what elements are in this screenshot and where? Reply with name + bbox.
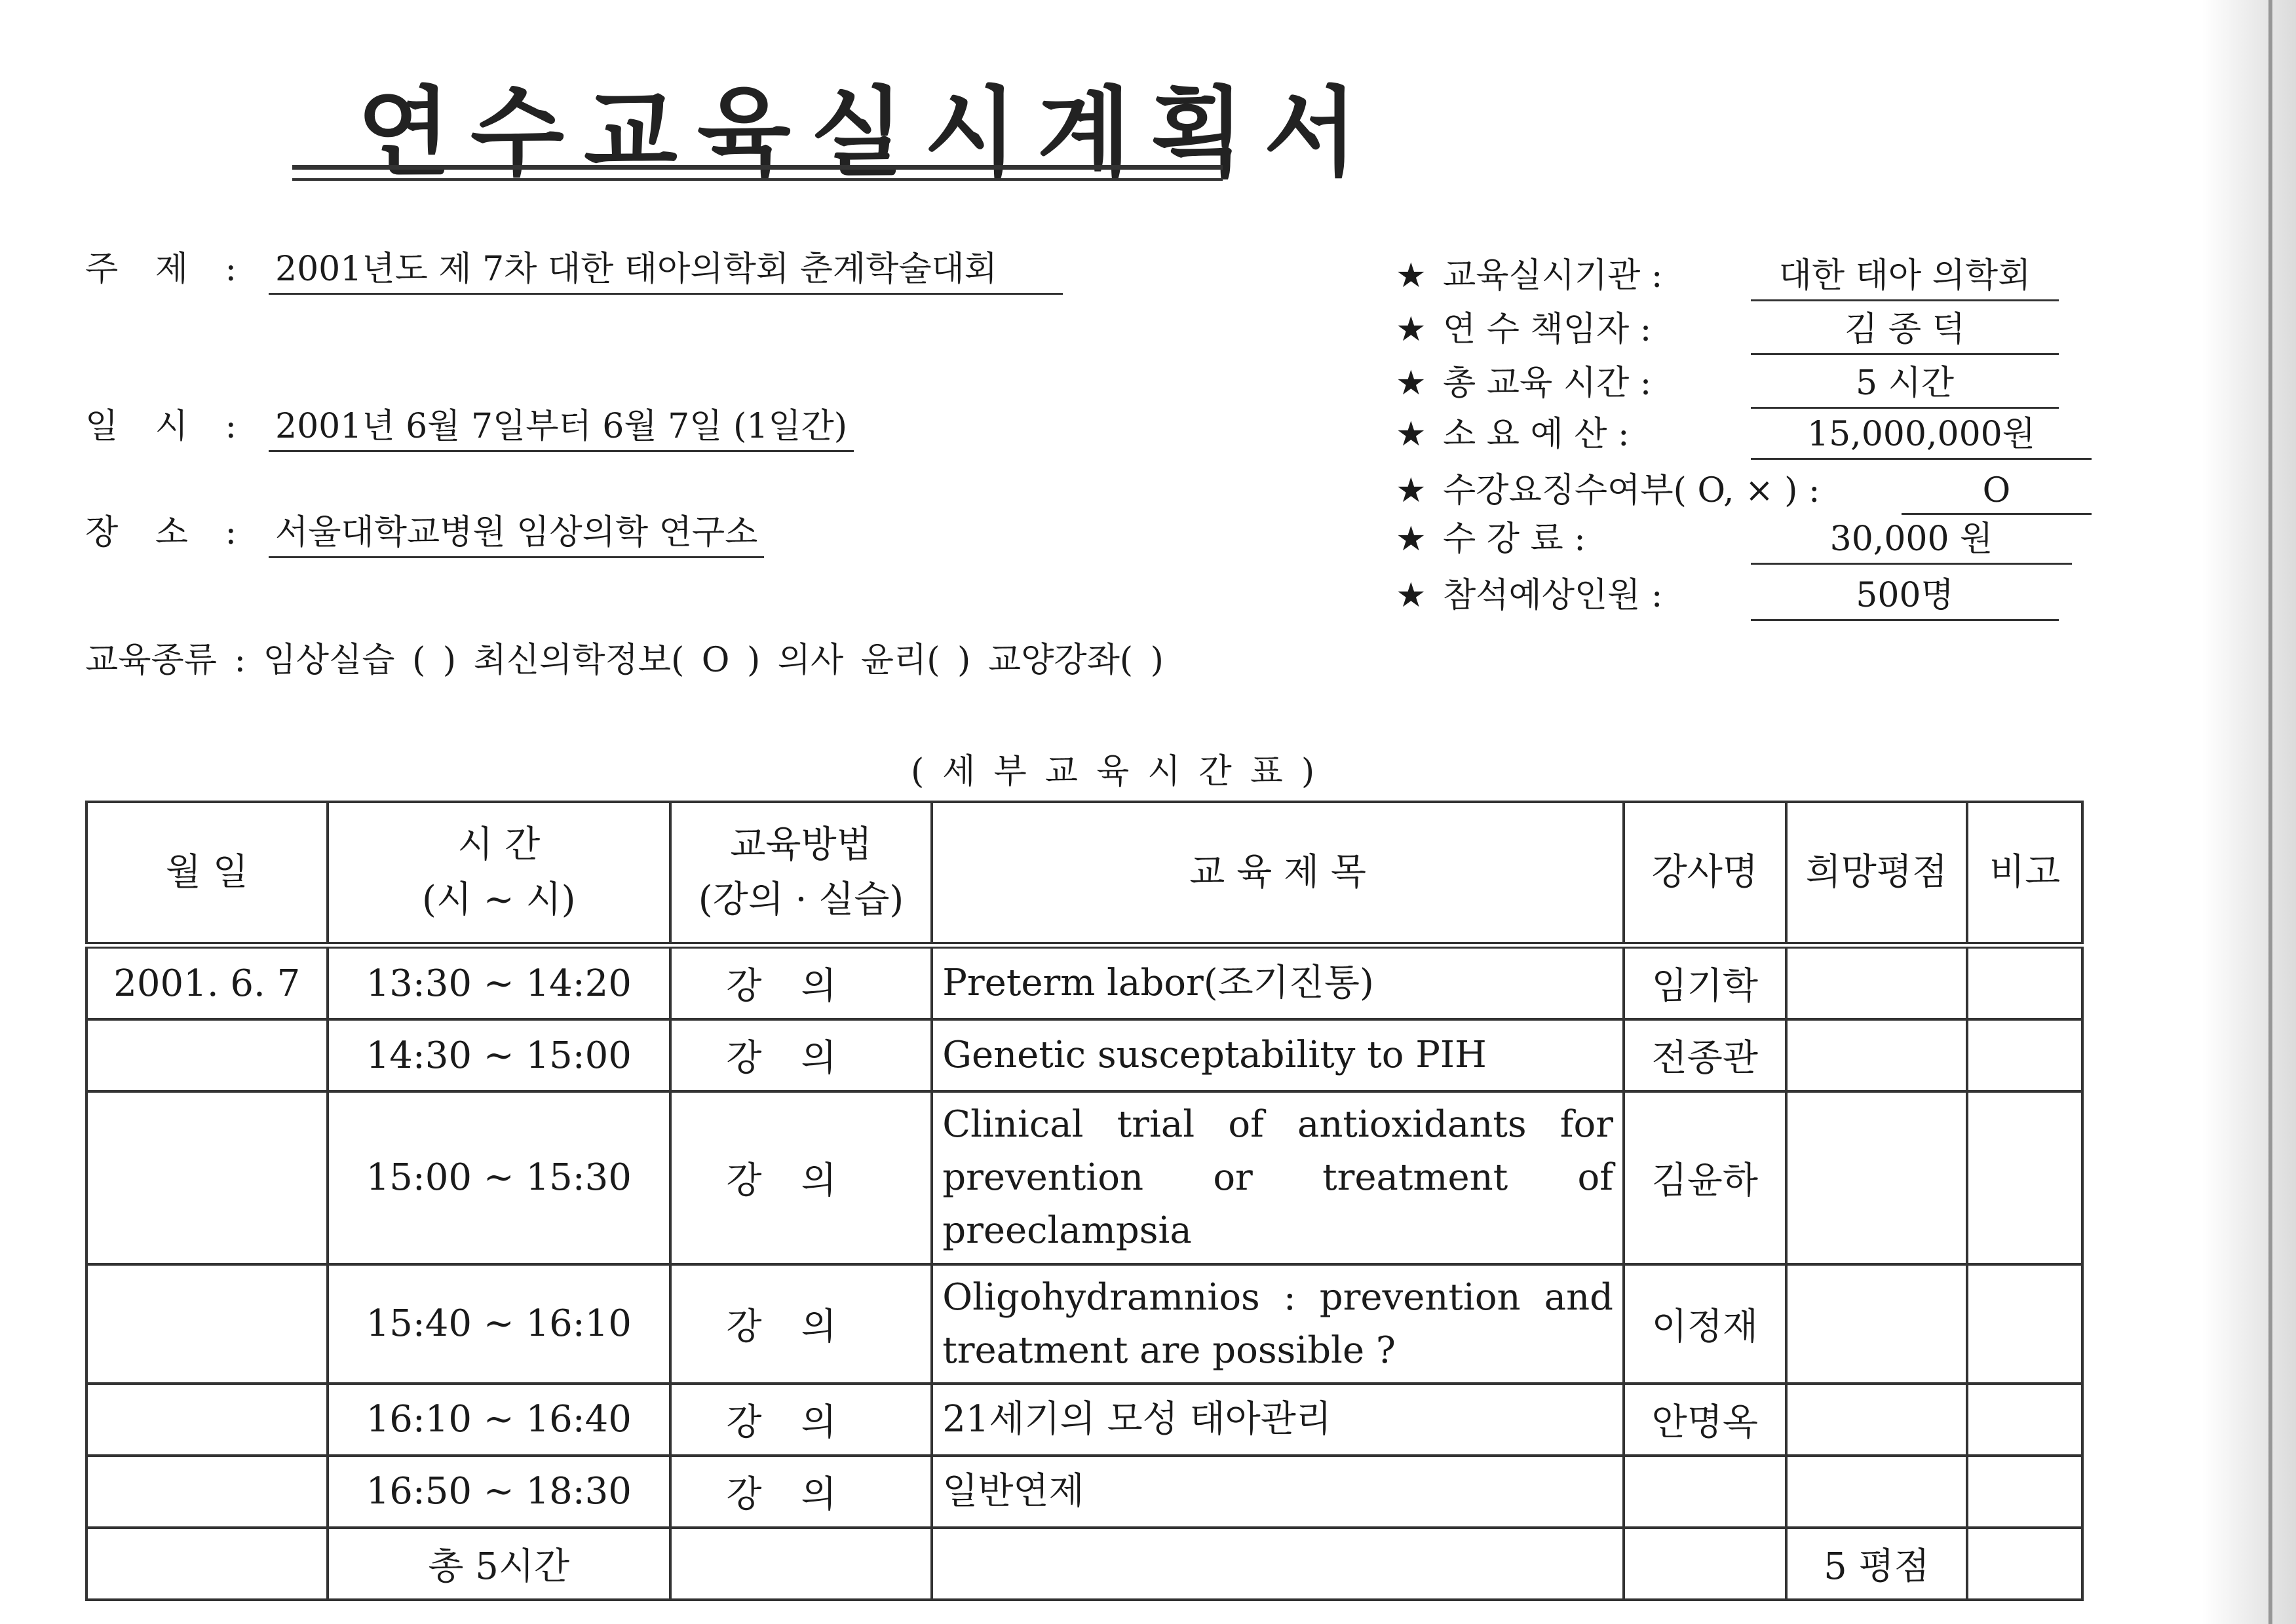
cell-points bbox=[1786, 945, 1968, 1019]
place-row bbox=[85, 504, 764, 558]
total-time: 총 5시간 bbox=[328, 1528, 670, 1600]
cell-topic: 21세기의 모성 태아관리 bbox=[932, 1384, 1624, 1456]
cell-lecturer bbox=[1624, 1456, 1786, 1528]
table-row bbox=[86, 1456, 2082, 1528]
title-underline bbox=[292, 165, 1223, 170]
header-topic: 교 육 제 목 bbox=[932, 802, 1624, 945]
cell-points bbox=[1786, 1384, 1968, 1456]
place-value: 서울대학교병원 임상의학 연구소 bbox=[269, 504, 764, 558]
fee-collection-label: 수강요징수여부( O, × ) : bbox=[1443, 471, 1820, 510]
budget-label: 소 요 예 산 : bbox=[1443, 415, 1630, 454]
cell-time: 13:30 ~ 14:20 bbox=[328, 945, 670, 1019]
cell-date bbox=[86, 1456, 328, 1528]
cell-topic: Clinical trial of antioxidants for prevention or treatment of preeclampsia bbox=[932, 1091, 1624, 1264]
cell-topic: Preterm labor(조기진통) bbox=[932, 945, 1624, 1019]
cell-points bbox=[1786, 1091, 1968, 1264]
cell-points bbox=[1786, 1019, 1968, 1091]
cell-lecturer: 이정재 bbox=[1624, 1264, 1786, 1384]
cell-points bbox=[1786, 1456, 1968, 1528]
cell-date: 2001. 6. 7 bbox=[86, 945, 328, 1019]
cell-topic bbox=[932, 1528, 1624, 1600]
info-institution bbox=[1396, 248, 2059, 301]
cell-lecturer: 안명옥 bbox=[1624, 1384, 1786, 1456]
cell-points bbox=[1786, 1264, 1968, 1384]
cell-method: 강의 bbox=[670, 945, 932, 1019]
header-note: 비고 bbox=[1967, 802, 2082, 945]
cell-topic: Genetic susceptability to PIH bbox=[932, 1019, 1624, 1091]
attendees-value: 500명 bbox=[1751, 567, 2059, 621]
cell-lecturer bbox=[1624, 1528, 1786, 1600]
place-label: 장 소 : bbox=[85, 513, 237, 552]
cell-time: 14:30 ~ 15:00 bbox=[328, 1019, 670, 1091]
cell-lecturer: 전종관 bbox=[1624, 1019, 1786, 1091]
cell-note bbox=[1967, 1019, 2082, 1091]
star-icon: ★ bbox=[1396, 519, 1426, 559]
cell-lecturer: 임기학 bbox=[1624, 945, 1786, 1019]
cell-time: 15:40 ~ 16:10 bbox=[328, 1264, 670, 1384]
cell-topic: Oligohydramnios : prevention and treatment are possible ? bbox=[932, 1264, 1624, 1384]
subject-row bbox=[85, 241, 1063, 295]
subject-label: 주 제 : bbox=[85, 250, 237, 289]
date-row bbox=[85, 398, 854, 452]
table-row bbox=[86, 1264, 2082, 1384]
document-title: 연수교육실시계획서 bbox=[357, 77, 1377, 189]
star-icon: ★ bbox=[1396, 364, 1426, 403]
budget-value: 15,000,000원 bbox=[1751, 406, 2092, 460]
director-label: 연 수 책임자 : bbox=[1443, 310, 1652, 349]
cell-method bbox=[670, 1528, 932, 1600]
table-row bbox=[86, 1384, 2082, 1456]
cell-note bbox=[1967, 1264, 2082, 1384]
total-row bbox=[86, 1528, 2082, 1600]
cell-note bbox=[1967, 1091, 2082, 1264]
subject-value: 2001년도 제 7차 대한 태아의학회 춘계학술대회 bbox=[269, 241, 1063, 295]
cell-date bbox=[86, 1384, 328, 1456]
cell-note bbox=[1967, 1384, 2082, 1456]
schedule-subtitle: (세부교육시간표) bbox=[911, 752, 1333, 791]
star-icon: ★ bbox=[1396, 310, 1426, 349]
director-value: 김 종 덕 bbox=[1751, 301, 2059, 355]
header-date: 월 일 bbox=[86, 802, 328, 945]
cell-method: 강의 bbox=[670, 1384, 932, 1456]
cell-date bbox=[86, 1264, 328, 1384]
header-lecturer: 강사명 bbox=[1624, 802, 1786, 945]
cell-topic: 일반연제 bbox=[932, 1456, 1624, 1528]
title-underline-thin bbox=[292, 178, 1223, 181]
table-row bbox=[86, 945, 2082, 1019]
cell-date bbox=[86, 1091, 328, 1264]
institution-value: 대한 태아 의학회 bbox=[1751, 248, 2059, 301]
cell-time: 15:00 ~ 15:30 bbox=[328, 1091, 670, 1264]
cell-method: 강의 bbox=[670, 1264, 932, 1384]
cell-method: 강의 bbox=[670, 1091, 932, 1264]
info-fee-collection bbox=[1396, 463, 2092, 515]
table-row bbox=[86, 1019, 2082, 1091]
fee-value: 30,000 원 bbox=[1751, 511, 2072, 565]
cell-method: 강의 bbox=[670, 1456, 932, 1528]
star-icon: ★ bbox=[1396, 471, 1426, 510]
cell-date bbox=[86, 1019, 328, 1091]
header-time: 시 간 (시 ~ 시) bbox=[328, 802, 670, 945]
attendees-label: 참석예상인원 : bbox=[1443, 576, 1663, 615]
cell-note bbox=[1967, 945, 2082, 1019]
cell-lecturer: 김윤하 bbox=[1624, 1091, 1786, 1264]
cell-method: 강의 bbox=[670, 1019, 932, 1091]
date-value: 2001년 6월 7일부터 6월 7일 (1일간) bbox=[269, 398, 854, 452]
cell-time: 16:10 ~ 16:40 bbox=[328, 1384, 670, 1456]
scan-shadow bbox=[2202, 0, 2296, 1624]
header-points: 희망평점 bbox=[1786, 802, 1968, 945]
info-budget bbox=[1396, 406, 2092, 460]
star-icon: ★ bbox=[1396, 256, 1426, 295]
date-label: 일 시 : bbox=[85, 407, 237, 446]
institution-label: 교육실시기관 : bbox=[1443, 256, 1663, 295]
cell-date bbox=[86, 1528, 328, 1600]
header-method: 교육방법 (강의 · 실습) bbox=[670, 802, 932, 945]
info-fee bbox=[1396, 511, 2072, 565]
info-director bbox=[1396, 301, 2059, 355]
star-icon: ★ bbox=[1396, 576, 1426, 615]
fee-label: 수 강 료 : bbox=[1443, 519, 1586, 559]
fee-collection-value: O bbox=[1902, 471, 2092, 515]
table-header-row bbox=[86, 802, 2082, 945]
star-icon: ★ bbox=[1396, 415, 1426, 454]
cell-note bbox=[1967, 1456, 2082, 1528]
cell-note bbox=[1967, 1528, 2082, 1600]
scan-edge bbox=[2268, 0, 2272, 1624]
info-attendees bbox=[1396, 567, 2059, 621]
table-row bbox=[86, 1091, 2082, 1264]
education-type-row: 교육종류 : 임상실습 ( ) 최신의학정보( O ) 의사 윤리( ) 교양강좌( ) bbox=[85, 641, 1164, 680]
total-hours-label: 총 교육 시간 : bbox=[1443, 364, 1652, 403]
cell-time: 16:50 ~ 18:30 bbox=[328, 1456, 670, 1528]
info-total-hours bbox=[1396, 355, 2059, 409]
total-points: 5 평점 bbox=[1786, 1528, 1968, 1600]
total-hours-value: 5 시간 bbox=[1751, 355, 2059, 409]
schedule-table bbox=[85, 801, 2084, 1601]
